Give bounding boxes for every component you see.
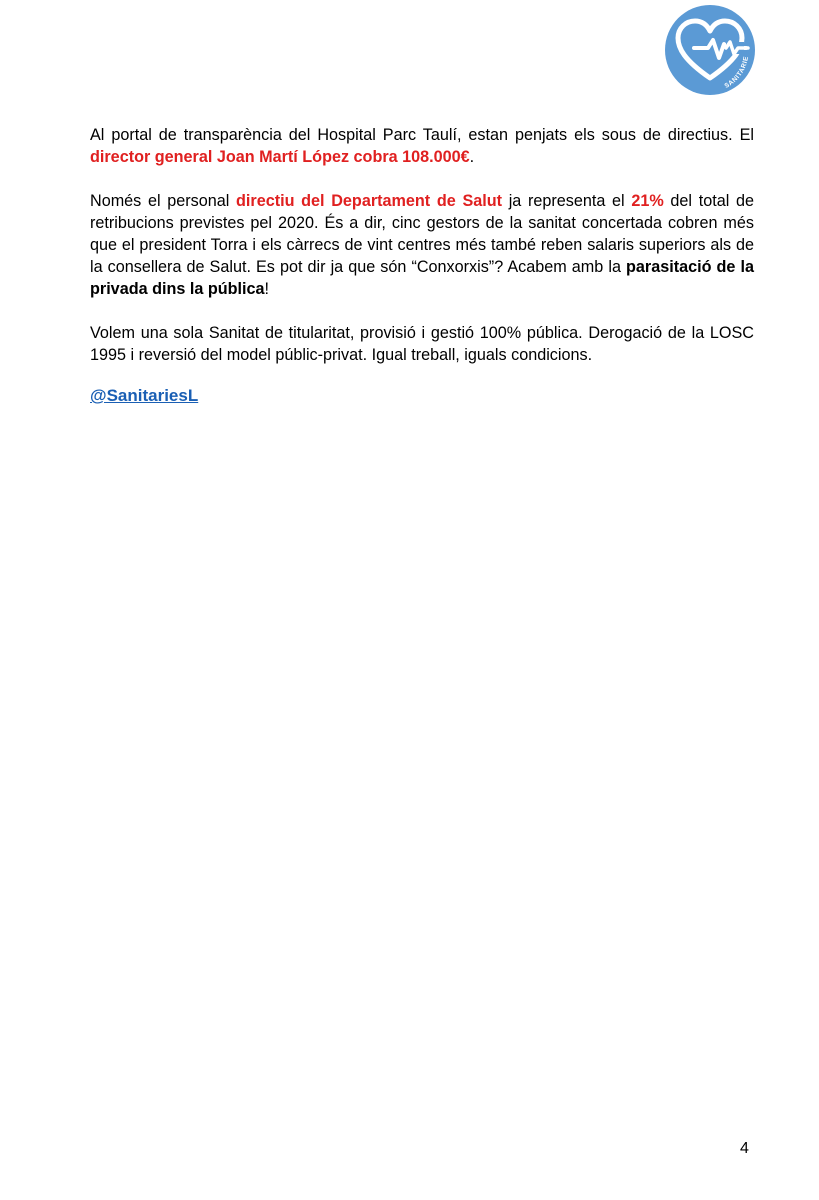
logo-lettering: SANITARIE	[723, 55, 751, 90]
sanitaries-en-lluita-logo	[664, 4, 756, 96]
highlight-director-salary: director general Joan Martí López cobra 108.000€	[90, 148, 470, 166]
highlight-department: directiu del Departament de Salut	[236, 192, 503, 210]
text-segment: del total de retribucions previstes pel 2020. És a dir, cinc gestors de la sanitat concertada cobren més que el president Torra i els càrrecs de vint centres més també reben salaris superiors als de la consellera de Salut. Es pot dir ja que són “Conxorxis”? Acabem amb la	[90, 192, 754, 276]
text-segment: !	[264, 280, 270, 298]
text-segment: Volem una sola Sanitat de titularitat, provisió i gestió 100% pública. Derogació de la LOSC 1995 i reversió del model públic-privat. Igual treball, iguals condicions.	[90, 324, 754, 364]
paragraph-department	[90, 190, 754, 300]
paragraph-demands	[90, 322, 754, 366]
twitter-handle-link[interactable]: @SanitariesL	[90, 386, 199, 405]
page-number: 4	[740, 1140, 749, 1157]
text-segment: ja representa el	[502, 192, 632, 210]
heart-pulse-icon	[664, 4, 756, 96]
text-segment: Només el personal	[90, 192, 237, 210]
document-body	[90, 124, 754, 406]
bold-parasitation: parasitació de la privada dins la pública	[90, 258, 754, 298]
text-segment: .	[469, 148, 475, 166]
text-segment: Al portal de transparència del Hospital Parc Taulí, estan penjats els sous de directius. El	[90, 126, 754, 144]
highlight-percentage: 21%	[631, 192, 664, 210]
paragraph-salary	[90, 124, 754, 168]
